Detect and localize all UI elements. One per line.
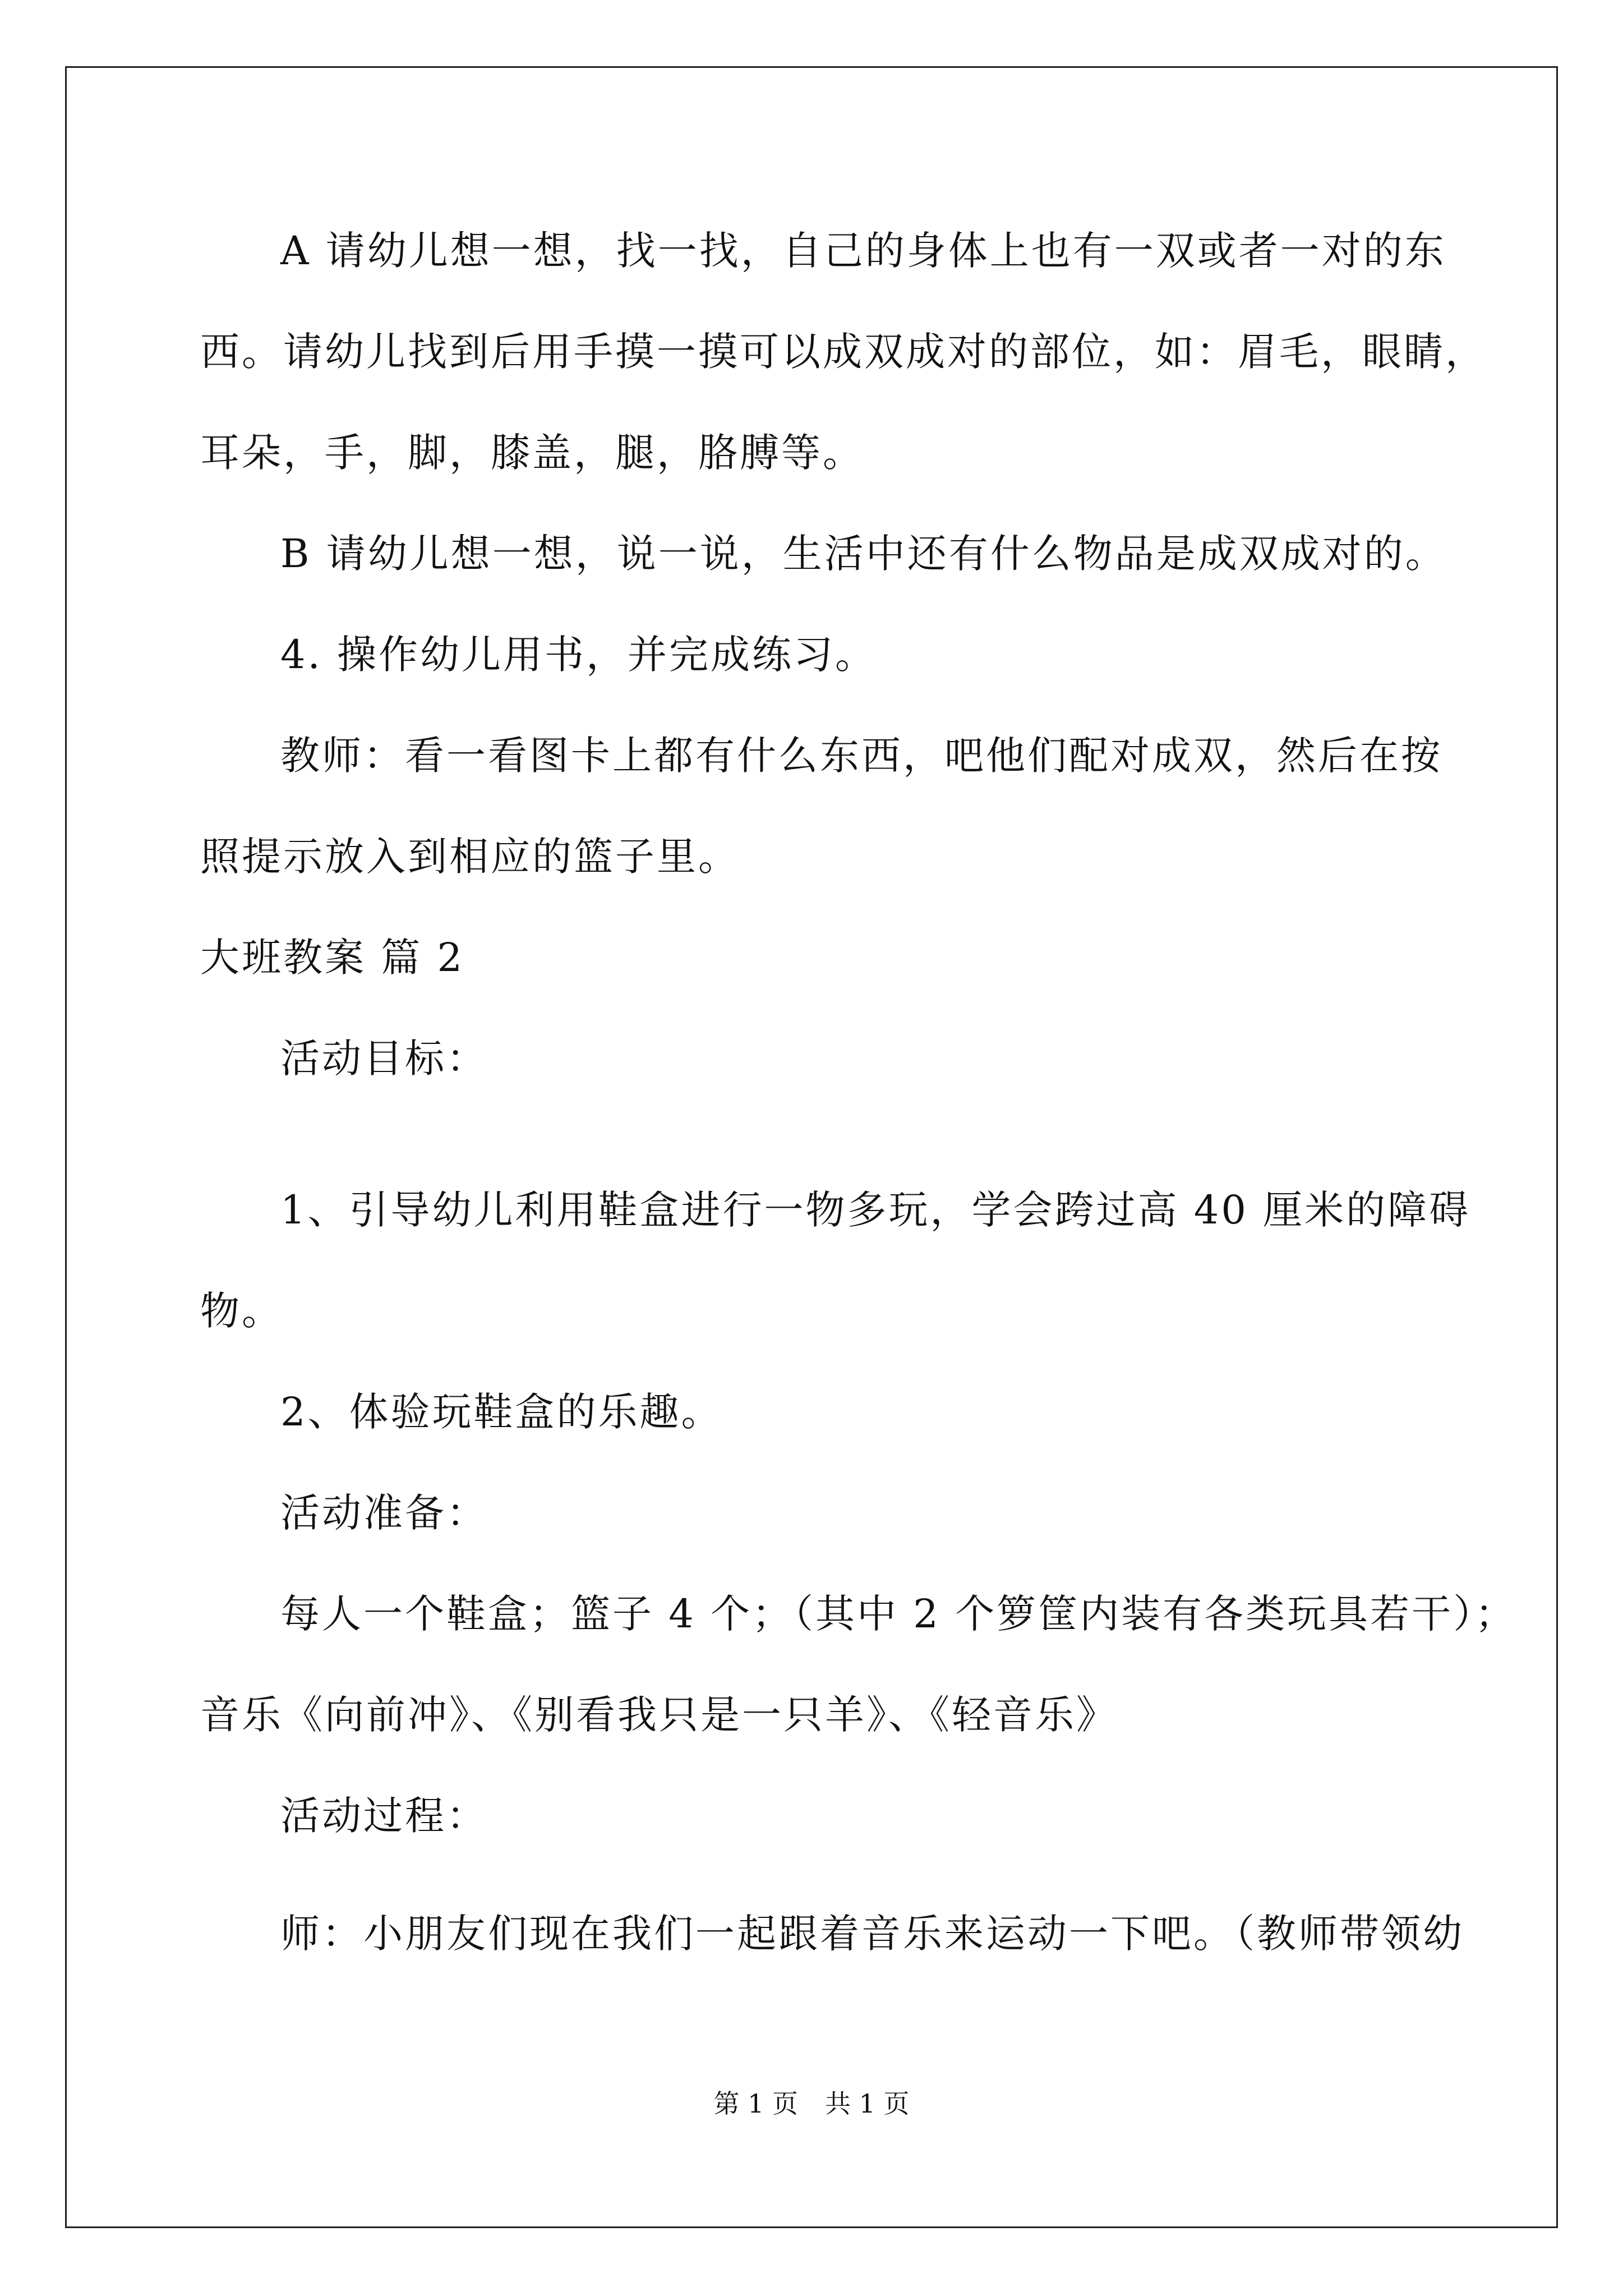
paragraph-line: 师：小朋友们现在我们一起跟着音乐来运动一下吧。（教师带领幼 [280,1911,1464,1957]
paragraph-line: 活动过程： [280,1793,488,1839]
paragraph-line: 音乐《向前冲》、《别看我只是一只羊》、《轻音乐》 [200,1692,1118,1738]
paragraph-line: 西。请幼儿找到后用手摸一摸可以成双成对的部位，如：眉毛，眼睛， [200,329,1487,375]
paragraph-line: 1、引导幼儿利用鞋盒进行一物多玩，学会跨过高 40 厘米的障碍 [280,1187,1471,1233]
paragraph-line: 教师：看一看图卡上都有什么东西，吧他们配对成双，然后在按 [280,733,1442,779]
paragraph-line: 每人一个鞋盒；篮子 4 个；（其中 2 个箩筐内装有各类玩具若干）； [280,1591,1517,1637]
paragraph-line: 物。 [200,1288,283,1334]
page-number: 第 1 页 [713,2088,798,2119]
page-border [65,66,1558,2228]
paragraph-line: A 请幼儿想一想，找一找，自己的身体上也有一双或者一对的东 [280,228,1446,274]
paragraph-line: 4. 操作幼儿用书，并完成练习。 [280,632,877,678]
section-heading: 大班教案 篇 2 [200,935,465,981]
paragraph-line: 活动目标： [280,1036,488,1082]
page-footer [0,2087,1623,2120]
paragraph-line: 活动准备： [280,1490,488,1536]
paragraph-line: B 请幼儿想一想，说一说，生活中还有什么物品是成双成对的。 [280,531,1447,577]
paragraph-line: 照提示放入到相应的篮子里。 [200,834,740,880]
page-total: 共 1 页 [825,2088,910,2119]
paragraph-line: 耳朵，手，脚，膝盖，腿，胳膊等。 [200,430,864,476]
paragraph-line: 2、体验玩鞋盒的乐趣。 [280,1389,723,1435]
